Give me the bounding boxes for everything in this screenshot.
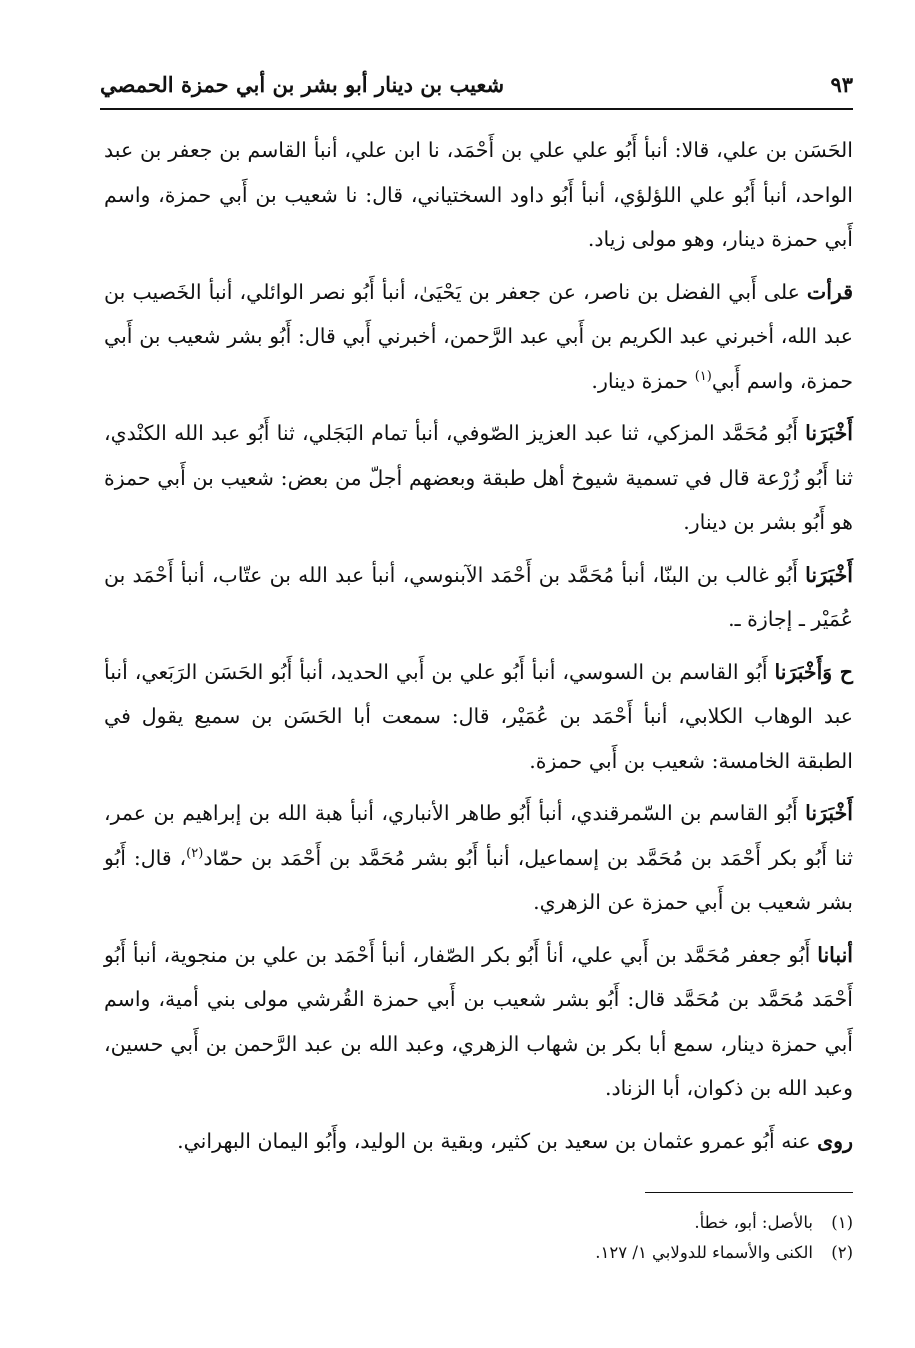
paragraph-8 [104,1119,853,1164]
paragraph-lead: أَخْبَرَنا [805,421,853,445]
footnote-text: بالأصل: أبو، خطأ. [694,1213,813,1232]
footnotes [104,1208,853,1268]
paragraph-lead: قرأت [806,279,853,304]
paragraph-text: ، قال: أَبُو بشر شعيب بن أَبي حمزة عن الزهري. [104,845,853,914]
paragraph-6 [104,791,853,925]
paragraph-lead: أَخْبَرَنا [805,801,853,825]
paragraph-text: على أَبي الفضل بن ناصر، عن جعفر بن يَحْيَىٰ، أنبأ أَبُو نصر الوائلي، أنبأ الخَصيب بن عبد الله، أخبرني عبد الكريم بن أَبي عبد الرَّحمن، أخبرني أَبي قال: أَبُو بشر شعيب بن أَبي حمزة، واسم أَبي [104,279,853,393]
paragraph-text: الحَسَن بن علي، قالا: أنبأ أَبُو علي علي بن أَحْمَد، نا ابن علي، أنبأ القاسم بن جعفر بن عبد الواحد، أنبأ أَبُو علي اللؤلؤي، أنبأ أَبُو داود السختياني، قال: نا شعيب بن أَبي حمزة، واسم أَبي حمزة دينار، وهو مولى زياد. [104,138,853,251]
header-divider [100,108,853,110]
footnote-number: (٢) [831,1243,853,1262]
footnote-text: الكنى والأسماء للدولابي ١/ ١٢٧. [595,1243,813,1262]
paragraph-5 [104,650,853,784]
footnote-2 [104,1238,853,1268]
paragraph-text: عنه أَبُو عمرو عثمان بن سعيد بن كثير، وبقية بن الوليد، وأَبُو اليمان البهراني. [177,1128,818,1153]
paragraph-text: أَبُو القاسم بن السوسي، أنبأ أَبُو علي بن أَبي الحديد، أنبأ أَبُو الحَسَن الرَبَعي، أنبأ عبد الوهاب الكلابي، أنبأ أَحْمَد بن عُمَيْر، قال: سمعت أبا الحَسَن بن سميع يقول في الطبقة الخامسة: شعيب بن أَبي حمزة. [104,659,853,773]
paragraph-7 [104,933,853,1111]
paragraph-lead: ح وَأَخْبَرَنا [774,659,853,684]
paragraph-text: أَبُو غالب بن البنّا، أنبأ مُحَمَّد بن أَحْمَد الآبنوسي، أنبأ عبد الله بن عتّاب، أنبأ أَحْمَد بن عُمَيْر ـ إجازة ـ. [104,562,853,631]
paragraph-2 [104,270,853,404]
main-text [104,128,853,1171]
paragraph-3 [104,411,853,545]
paragraph-text: أَبُو القاسم بن السّمرقندي، أنبأ أَبُو طاهر الأنباري، أنبأ هبة الله بن إبراهيم بن عمر، ثنا أَبُو بكر أَحْمَد بن مُحَمَّد بن إسماعيل، أنبأ أَبُو بشر مُحَمَّد بن أَحْمَد بن حمّاد [104,801,853,870]
running-title: شعيب بن دينار أبو بشر بن أبي حمزة الحمصي [100,71,505,97]
paragraph-text: أَبُو جعفر مُحَمَّد بن أَبي علي، أنأ أَبُو بكر الصّفار، أنبأ أَحْمَد بن علي بن منجوية، أنبأ أَبُو أَحْمَد مُحَمَّد بن مُحَمَّد قال: أَبُو بشر شعيب بن أَبي حمزة القُرشي مولى بني أمية، واسم أَبي حمزة دينار، سمع أبا بكر بن شهاب الزهري، وعبد الله بن عبد الرَّحمن بن أَبي حسين، وعبد الله بن ذكوان، أبا الزناد. [104,942,853,1100]
paragraph-text: حمزة دينار. [591,368,695,393]
footnote-1 [104,1208,853,1238]
paragraph-1 [104,128,853,262]
page-header [100,62,853,106]
paragraph-lead: أَخْبَرَنا [805,562,853,587]
paragraph-lead: روى [817,1128,853,1153]
paragraph-lead: أنبانا [817,942,853,967]
footnote-number: (١) [831,1213,853,1232]
footnote-ref-1[interactable]: (١) [694,368,712,384]
page-number: ٩٣ [830,71,853,97]
footnote-ref-2[interactable]: (٢) [186,845,204,861]
paragraph-text: أَبُو مُحَمَّد المزكي، ثنا عبد العزيز الصّوفي، أنبأ تمام البَجَلي، ثنا أَبُو عبد الله الكنْدي، ثنا أَبُو زُرْعة قال في تسمية شيوخ أهل طبقة وبعضهم أجلّ من بعض: شعيب بن أَبي حمزة هو أَبُو بشر بن دينار. [104,421,853,534]
footnote-divider [645,1192,853,1193]
paragraph-4 [104,553,853,642]
